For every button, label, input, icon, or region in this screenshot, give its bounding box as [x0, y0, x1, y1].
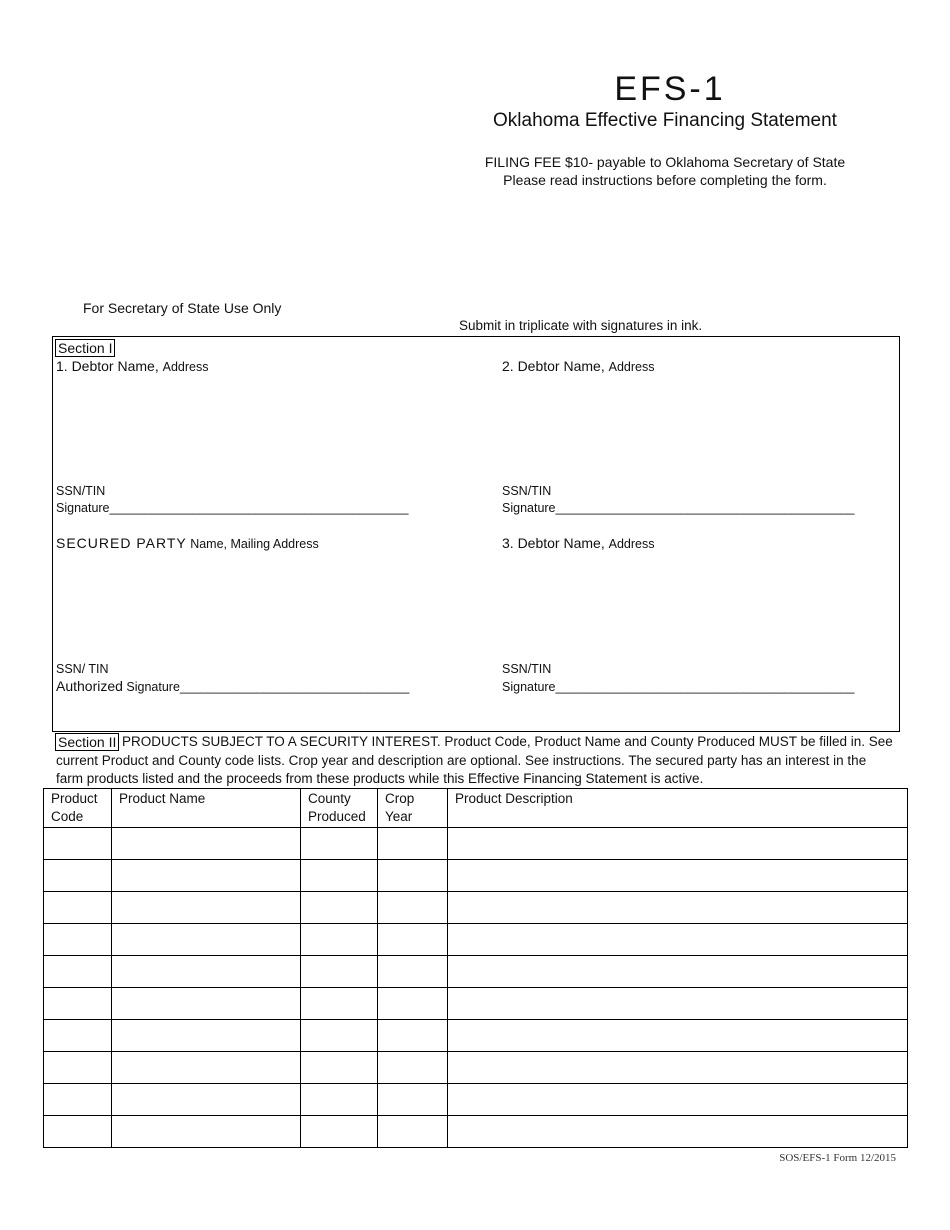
debtor-2-ssn-label: SSN/TIN [502, 484, 552, 498]
secured-party-ssn-label: SSN/ TIN [56, 662, 109, 676]
form-number: EFS-1 [614, 70, 726, 108]
sos-use-only-label: For Secretary of State Use Only [83, 300, 282, 316]
debtor-2-address-label: Address [608, 360, 655, 374]
debtor-2-name-label [502, 358, 654, 374]
table-row [44, 828, 908, 860]
debtor-3-name-label [502, 535, 654, 551]
products-table [43, 788, 908, 1148]
crop-year-cell[interactable] [378, 956, 448, 988]
product-code-cell[interactable] [44, 1052, 112, 1084]
product-name-cell[interactable] [112, 1052, 301, 1084]
form-title: Oklahoma Effective Financing Statement [493, 110, 837, 131]
county-produced-cell[interactable] [301, 892, 378, 924]
product-name-cell[interactable] [112, 860, 301, 892]
product-description-cell[interactable] [448, 860, 908, 892]
product-name-cell[interactable] [112, 1020, 301, 1052]
debtor-2-signature[interactable] [502, 501, 854, 515]
debtor-3-signature-line[interactable]: ___________________________________________ [555, 680, 855, 694]
table-row [44, 956, 908, 988]
county-produced-cell[interactable] [301, 956, 378, 988]
county-produced-cell[interactable] [301, 1052, 378, 1084]
secured-party-signature-label: Signature [122, 680, 180, 694]
product-description-cell[interactable] [448, 1084, 908, 1116]
product-code-cell[interactable] [44, 924, 112, 956]
product-description-cell[interactable] [448, 892, 908, 924]
product-description-cell[interactable] [448, 956, 908, 988]
section-1-box [52, 336, 900, 732]
debtor-1-ssn-label: SSN/TIN [56, 484, 106, 498]
section-2-label [55, 733, 119, 752]
county-produced-cell[interactable] [301, 1020, 378, 1052]
product-description-cell[interactable] [448, 1020, 908, 1052]
table-row [44, 924, 908, 956]
col-product-description: Product Description [448, 789, 908, 828]
product-name-cell[interactable] [112, 1116, 301, 1148]
product-name-cell[interactable] [112, 988, 301, 1020]
product-name-cell[interactable] [112, 1084, 301, 1116]
crop-year-cell[interactable] [378, 988, 448, 1020]
county-produced-cell[interactable] [301, 988, 378, 1020]
county-produced-cell[interactable] [301, 828, 378, 860]
county-produced-cell[interactable] [301, 860, 378, 892]
debtor-2-signature-label: Signature [502, 501, 556, 515]
crop-year-cell[interactable] [378, 1084, 448, 1116]
table-row [44, 860, 908, 892]
product-description-cell[interactable] [448, 988, 908, 1020]
debtor-1-name-label [56, 358, 208, 374]
debtor-1-signature-label: Signature [56, 501, 110, 515]
product-code-cell[interactable] [44, 1084, 112, 1116]
debtor-1-signature[interactable] [56, 501, 408, 515]
secured-party-title: SECURED PARTY [56, 535, 187, 551]
debtor-2-number-label: 2. Debtor Name, [502, 358, 609, 374]
county-produced-cell[interactable] [301, 1084, 378, 1116]
product-code-cell[interactable] [44, 828, 112, 860]
crop-year-cell[interactable] [378, 924, 448, 956]
section-2-label-text: Section II [55, 733, 119, 751]
table-row [44, 1084, 908, 1116]
table-row [44, 988, 908, 1020]
authorized-label: Authorized [56, 678, 123, 694]
section-2-description: PRODUCTS SUBJECT TO A SECURITY INTEREST. Product Code, Product Name and County Produced MUST be filled in. See current Product and County code lists. Crop year and description are optional. See instructions. The secured party has an interest in the farm products listed and the proceeds from these products while this Effective Financing Statement is active. [56, 734, 893, 786]
debtor-3-address-label: Address [608, 537, 655, 551]
col-product-code: Product Code [44, 789, 112, 828]
section-1-label-text: Section I [55, 339, 115, 357]
product-description-cell[interactable] [448, 828, 908, 860]
crop-year-cell[interactable] [378, 828, 448, 860]
col-crop-year: Crop Year [378, 789, 448, 828]
crop-year-cell[interactable] [378, 860, 448, 892]
table-row [44, 892, 908, 924]
debtor-1-number-label: 1. Debtor Name, [56, 358, 163, 374]
product-code-cell[interactable] [44, 1020, 112, 1052]
product-code-cell[interactable] [44, 892, 112, 924]
crop-year-cell[interactable] [378, 1020, 448, 1052]
table-row [44, 1116, 908, 1148]
product-code-cell[interactable] [44, 988, 112, 1020]
product-name-cell[interactable] [112, 828, 301, 860]
form-footer: SOS/EFS-1 Form 12/2015 [779, 1152, 896, 1164]
submit-note: Submit in triplicate with signatures in ink. [459, 318, 703, 333]
secured-party-signature-line[interactable]: _________________________________ [179, 680, 410, 694]
product-code-cell[interactable] [44, 956, 112, 988]
table-row [44, 1052, 908, 1084]
crop-year-cell[interactable] [378, 1116, 448, 1148]
product-code-cell[interactable] [44, 1116, 112, 1148]
col-county-produced: County Produced [301, 789, 378, 828]
debtor-3-signature-label: Signature [502, 680, 556, 694]
product-description-cell[interactable] [448, 1052, 908, 1084]
debtor-2-signature-line[interactable]: ___________________________________________ [555, 501, 855, 515]
debtor-3-signature[interactable] [502, 680, 854, 694]
county-produced-cell[interactable] [301, 1116, 378, 1148]
product-name-cell[interactable] [112, 956, 301, 988]
secured-party-detail: Name, Mailing Address [186, 537, 319, 551]
product-name-cell[interactable] [112, 892, 301, 924]
crop-year-cell[interactable] [378, 892, 448, 924]
debtor-1-address-label: Address [162, 360, 209, 374]
product-name-cell[interactable] [112, 924, 301, 956]
debtor-3-number-label: 3. Debtor Name, [502, 535, 609, 551]
products-table-header [44, 789, 908, 828]
product-code-cell[interactable] [44, 860, 112, 892]
crop-year-cell[interactable] [378, 1052, 448, 1084]
product-description-cell[interactable] [448, 1116, 908, 1148]
secured-party-label [56, 535, 319, 551]
instructions-line: Please read instructions before completing the form. [503, 172, 827, 188]
product-description-cell[interactable] [448, 924, 908, 956]
debtor-1-signature-line[interactable]: ___________________________________________ [109, 501, 409, 515]
section-1-label [55, 339, 115, 358]
secured-party-signature[interactable] [56, 678, 409, 694]
filing-fee-line: FILING FEE $10- payable to Oklahoma Secretary of State [484, 154, 846, 170]
county-produced-cell[interactable] [301, 924, 378, 956]
debtor-3-ssn-label: SSN/TIN [502, 662, 552, 676]
col-product-name: Product Name [112, 789, 301, 828]
table-row [44, 1020, 908, 1052]
